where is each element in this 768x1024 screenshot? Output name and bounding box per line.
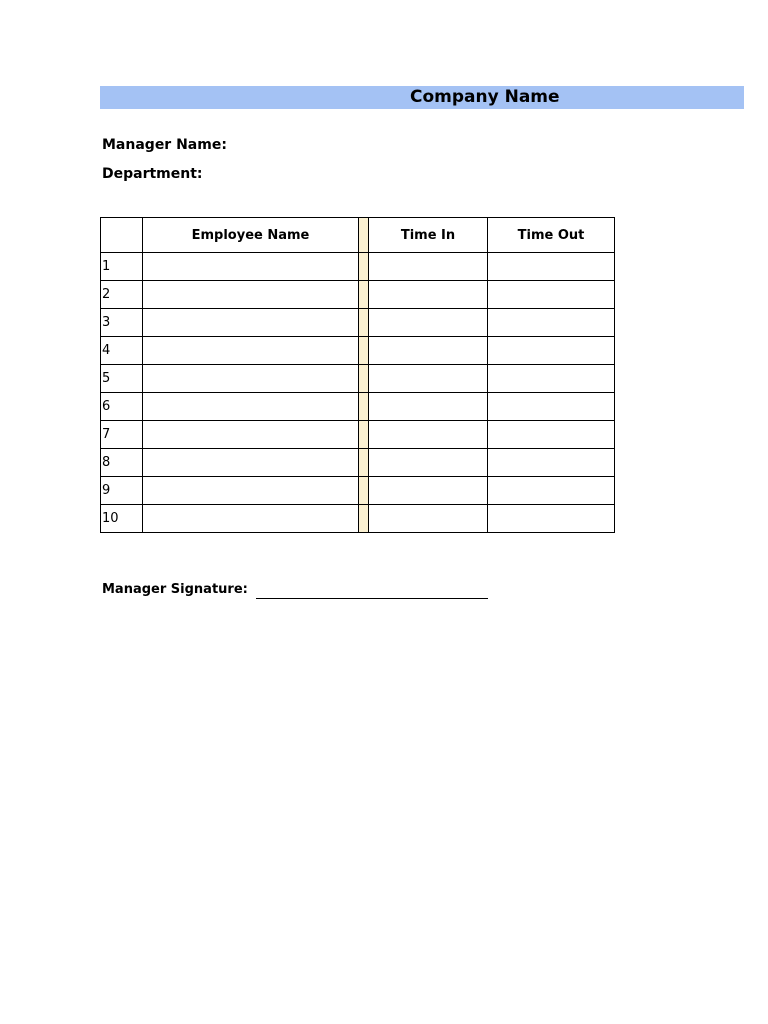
table-row [101,421,615,449]
time-in-cell[interactable] [369,365,488,393]
employee-name-cell[interactable] [143,505,359,533]
spacer-cell [359,449,369,477]
row-number-cell: 5 [101,365,143,393]
employee-name-cell[interactable] [143,477,359,505]
spacer-cell [359,477,369,505]
spacer-cell [359,253,369,281]
spacer-cell [359,281,369,309]
spacer-cell [359,309,369,337]
spacer-cell [359,365,369,393]
spacer-cell [359,393,369,421]
row-number-cell: 4 [101,337,143,365]
row-number-cell: 10 [101,505,143,533]
employee-name-cell[interactable] [143,337,359,365]
row-number-cell: 1 [101,253,143,281]
table-header-row [101,218,615,253]
time-in-cell[interactable] [369,477,488,505]
employee-name-cell[interactable] [143,449,359,477]
time-in-cell[interactable] [369,309,488,337]
time-out-cell[interactable] [488,421,615,449]
table-row [101,337,615,365]
row-number-cell: 8 [101,449,143,477]
manager-name-label: Manager Name: [102,137,227,153]
table-row [101,365,615,393]
table-row [101,449,615,477]
signature-line[interactable] [256,598,488,599]
table-row [101,393,615,421]
spacer-cell [359,421,369,449]
table-body [101,253,615,533]
time-out-cell[interactable] [488,281,615,309]
row-number-cell: 6 [101,393,143,421]
time-in-cell[interactable] [369,253,488,281]
attendance-table [100,217,615,533]
manager-signature-label: Manager Signature: [102,582,248,597]
employee-name-cell[interactable] [143,281,359,309]
time-in-cell[interactable] [369,421,488,449]
row-number-cell: 9 [101,477,143,505]
company-header-bar [100,86,744,109]
employee-name-cell[interactable] [143,421,359,449]
time-out-cell[interactable] [488,393,615,421]
time-in-cell[interactable] [369,449,488,477]
time-out-cell[interactable] [488,449,615,477]
row-number-cell: 2 [101,281,143,309]
employee-name-cell[interactable] [143,253,359,281]
time-out-cell[interactable] [488,253,615,281]
time-out-cell[interactable] [488,309,615,337]
table-row [101,477,615,505]
spacer-cell [359,505,369,533]
spacer-cell [359,337,369,365]
row-number-cell: 7 [101,421,143,449]
company-name-title: Company Name [410,87,560,107]
time-out-header: Time Out [488,218,615,253]
table-row [101,253,615,281]
table-row [101,505,615,533]
time-out-cell[interactable] [488,505,615,533]
row-number-cell: 3 [101,309,143,337]
row-number-header [101,218,143,253]
time-in-header: Time In [369,218,488,253]
table-row [101,281,615,309]
employee-name-cell[interactable] [143,393,359,421]
time-in-cell[interactable] [369,393,488,421]
employee-name-cell[interactable] [143,365,359,393]
table-row [101,309,615,337]
department-label: Department: [102,166,203,182]
spacer-column-header [359,218,369,253]
time-out-cell[interactable] [488,365,615,393]
time-in-cell[interactable] [369,337,488,365]
time-out-cell[interactable] [488,337,615,365]
time-in-cell[interactable] [369,505,488,533]
employee-name-cell[interactable] [143,309,359,337]
employee-name-header: Employee Name [143,218,359,253]
time-in-cell[interactable] [369,281,488,309]
time-out-cell[interactable] [488,477,615,505]
